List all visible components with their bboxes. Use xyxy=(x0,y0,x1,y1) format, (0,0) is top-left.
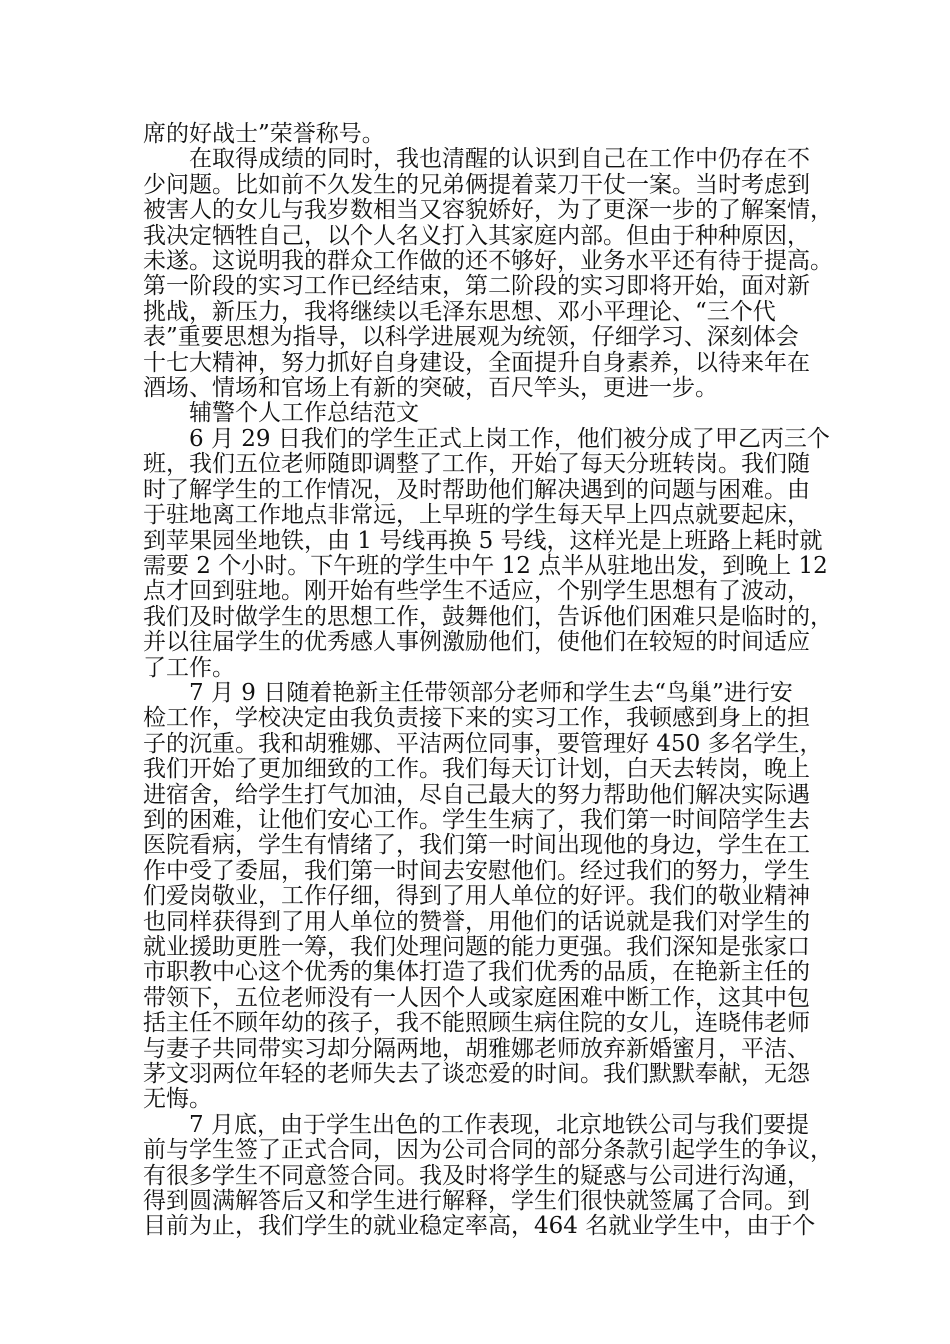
text-line: 时了解学生的工作情况，及时帮助他们解决遇到的问题与困难。由 xyxy=(143,476,810,503)
text-line: 无悔。 xyxy=(143,1086,212,1113)
text-line: 子的沉重。我和胡雅娜、平洁两位同事，要管理好 450 多名学生， xyxy=(143,730,823,757)
text-line: 到苹果园坐地铁，由 1 号线再换 5 号线，这样光是上班路上耗时就 xyxy=(143,527,823,554)
text-line: 少问题。比如前不久发生的兄弟俩提着菜刀干仗一案。当时考虑到 xyxy=(143,171,810,198)
text-line: 作中受了委屈，我们第一时间去安慰他们。经过我们的努力，学生 xyxy=(143,857,810,884)
text-line: 于驻地离工作地点非常远，上早班的学生每天早上四点就要起床， xyxy=(143,502,810,529)
body-text xyxy=(143,121,833,1240)
text-line: 前与学生签了正式合同，因为公司合同的部分条款引起学生的争议， xyxy=(143,1137,833,1164)
text-line: 十七大精神，努力抓好自身建设，全面提升自身素养，以待来年在 xyxy=(143,349,810,376)
text-line: 班，我们五位老师随即调整了工作，开始了每天分班转岗。我们随 xyxy=(143,451,810,478)
text-line: 医院看病，学生有情绪了，我们第一时间出现他的身边，学生在工 xyxy=(143,832,810,859)
text-line: 7 月底，由于学生出色的工作表现，北京地铁公司与我们要提 xyxy=(143,1111,809,1138)
text-line: 在取得成绩的同时，我也清醒的认识到自己在工作中仍存在不 xyxy=(143,146,810,173)
text-line: 挑战，新压力，我将继续以毛泽东思想、邓小平理论、“三个代 xyxy=(143,298,776,325)
text-line: 到的困难，让他们安心工作。学生生病了，我们第一时间陪学生去 xyxy=(143,806,810,833)
text-line: 检工作，学校决定由我负责接下来的实习工作，我顿感到身上的担 xyxy=(143,705,810,732)
text-line: 被害人的女儿与我岁数相当又容貌娇好，为了更深一步的了解案情， xyxy=(143,197,833,224)
text-line: 目前为止，我们学生的就业稳定率高，464 名就业学生中，由于个 xyxy=(143,1213,816,1240)
text-line: 也同样获得到了用人单位的赞誉，用他们的话说就是我们对学生的 xyxy=(143,908,810,935)
text-line: 括主任不顾年幼的孩子，我不能照顾生病住院的女儿，连晓伟老师 xyxy=(143,1010,810,1037)
text-line: 市职教中心这个优秀的集体打造了我们优秀的品质，在艳新主任的 xyxy=(143,959,810,986)
text-line: 就业援助更胜一筹，我们处理问题的能力更强。我们深知是张家口 xyxy=(143,934,810,960)
text-line: 带领下，五位老师没有一人因个人或家庭困难中断工作，这其中包 xyxy=(143,984,810,1011)
text-line: 我们及时做学生的思想工作，鼓舞他们，告诉他们困难只是临时的， xyxy=(143,603,833,630)
text-line: 酒场、情场和官场上有新的突破，百尺竿头，更进一步。 xyxy=(143,375,718,402)
text-line: 第一阶段的实习工作已经结束，第二阶段的实习即将开始，面对新 xyxy=(143,273,810,300)
text-line: 席的好战士”荣誉称号。 xyxy=(143,121,385,147)
text-line: 与妻子共同带实习却分隔两地，胡雅娜老师放弃新婚蜜月，平洁、 xyxy=(143,1035,810,1062)
text-line: 需要 2 个小时。下午班的学生中午 12 点半从驻地出发，到晚上 12 xyxy=(143,552,828,579)
text-line: 辅警个人工作总结范文 xyxy=(143,400,419,427)
text-line: 我决定牺牲自己，以个人名义打入其家庭内部。但由于种种原因， xyxy=(143,222,810,249)
text-line: 表”重要思想为指导，以科学进展观为统领，仔细学习、深刻体会 xyxy=(143,324,799,351)
text-line: 我们开始了更加细致的工作。我们每天订计划，白天去转岗，晚上 xyxy=(143,756,810,783)
text-line: 得到圆满解答后又和学生进行解释，学生们很快就签属了合同。到 xyxy=(143,1188,810,1215)
text-line: 了工作。 xyxy=(143,654,235,681)
text-line: 茅文羽两位年轻的老师失去了谈恋爱的时间。我们默默奉献，无怨 xyxy=(143,1061,810,1088)
text-line: 进宿舍，给学生打气加油，尽自己最大的努力帮助他们解决实际遇 xyxy=(143,781,810,808)
text-line: 6 月 29 日我们的学生正式上岗工作，他们被分成了甲乙丙三个 xyxy=(143,425,830,452)
text-line: 们爱岗敬业，工作仔细，得到了用人单位的好评。我们的敬业精神 xyxy=(143,883,810,910)
text-line: 点才回到驻地。刚开始有些学生不适应，个别学生思想有了波动， xyxy=(143,578,810,605)
text-line: 未遂。这说明我的群众工作做的还不够好，业务水平还有待于提高。 xyxy=(143,248,833,275)
text-line: 有很多学生不同意签合同。我及时将学生的疑惑与公司进行沟通， xyxy=(143,1162,810,1189)
text-line: 7 月 9 日随着艳新主任带领部分老师和学生去“鸟巢”进行安 xyxy=(143,679,793,706)
text-line: 并以往届学生的优秀感人事例激励他们，使他们在较短的时间适应 xyxy=(143,629,810,656)
